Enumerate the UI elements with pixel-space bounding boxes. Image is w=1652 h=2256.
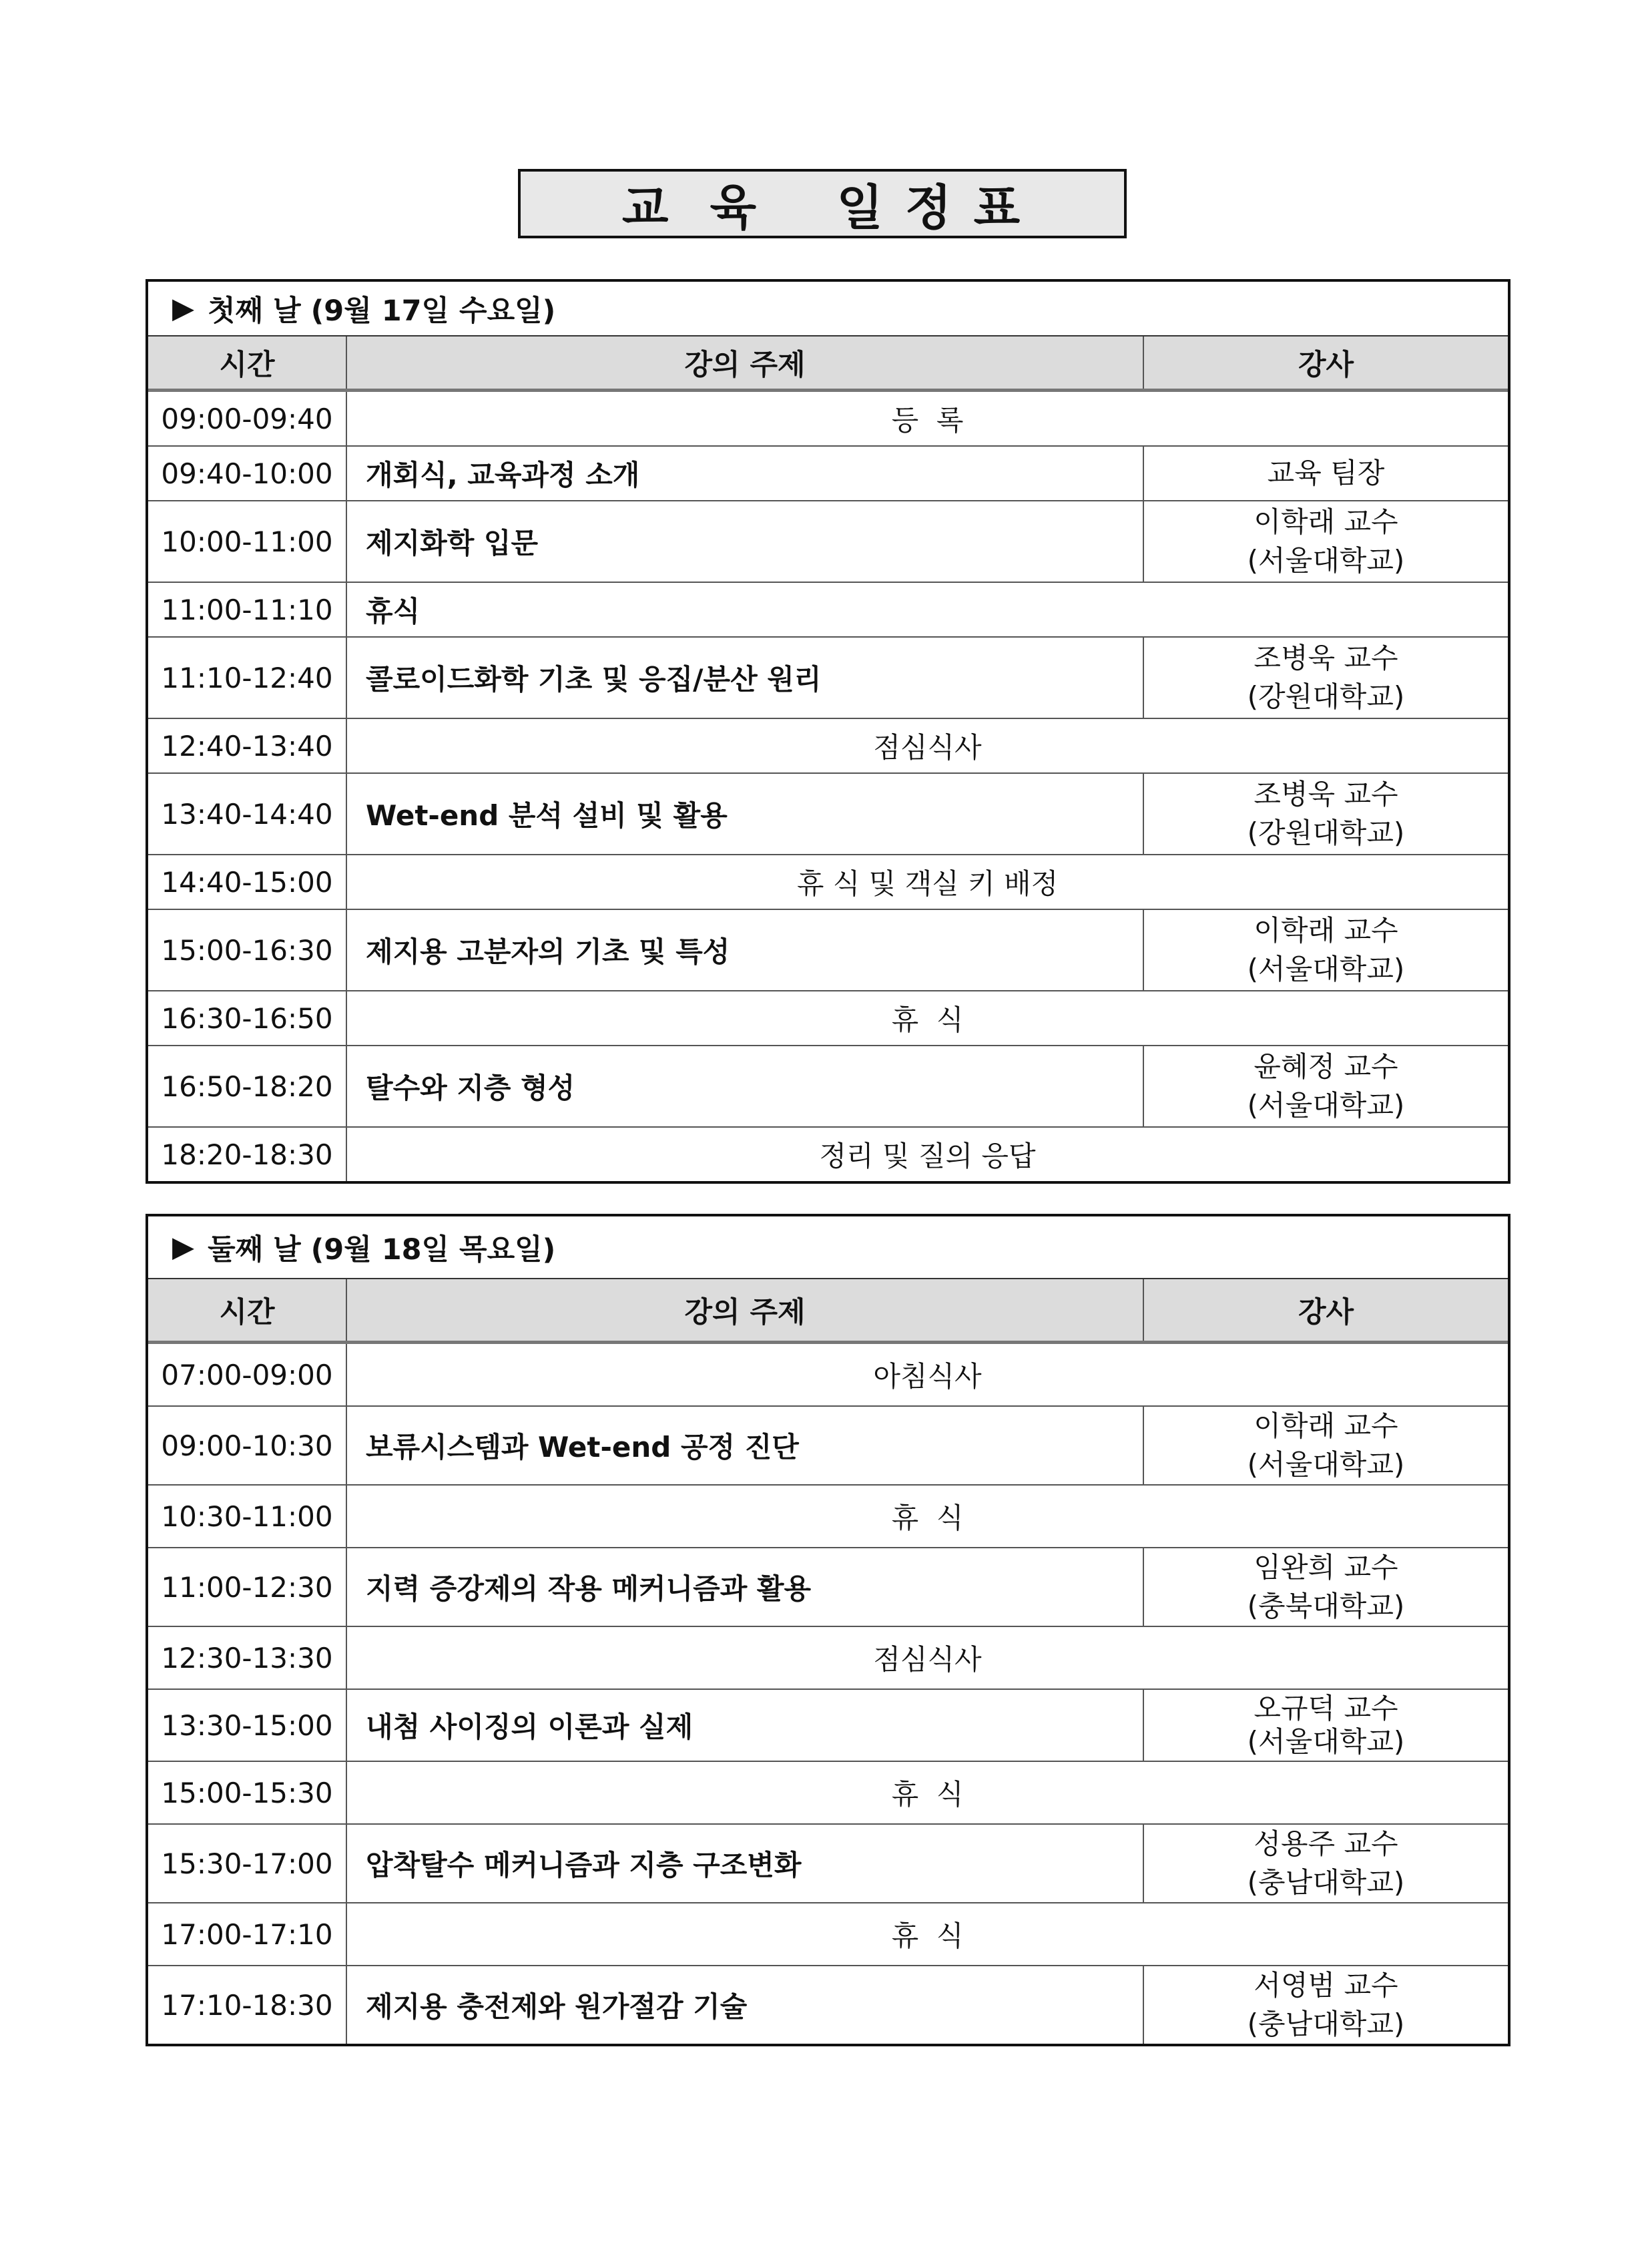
topic-cell: Wet-end 분석 설비 및 활용 [346, 773, 1143, 855]
event-cell: 휴 식 [346, 1903, 1508, 1966]
instructor-affiliation: (강원대학교) [1247, 680, 1405, 713]
instructor-name: 교육 팀장 [1267, 457, 1385, 489]
table-row [148, 1966, 1508, 2044]
instructor-name: 조병욱 교수 [1254, 642, 1398, 674]
instructor-cell [1143, 1966, 1508, 2044]
instructor-name: 임완희 교수 [1254, 1551, 1398, 1584]
instructor-affiliation: (서울대학교) [1247, 1089, 1405, 1122]
table-row [148, 446, 1508, 501]
event-cell: 휴 식 및 객실 키 배정 [346, 855, 1508, 909]
header-topic: 강의 주제 [346, 336, 1143, 391]
instructor-cell [1143, 909, 1508, 991]
table-row [148, 637, 1508, 718]
event-cell: 아침식사 [346, 1343, 1508, 1407]
time-cell: 15:00-16:30 [148, 909, 346, 991]
day1-heading-text: 첫째 날 (9월 17일 수요일) [208, 294, 556, 328]
instructor-name: 이학래 교수 [1254, 1409, 1398, 1442]
topic-cell: 압착탈수 메커니즘과 지층 구조변화 [346, 1824, 1143, 1903]
instructor-cell [1143, 773, 1508, 855]
time-cell: 07:00-09:00 [148, 1343, 346, 1407]
instructor-affiliation: (서울대학교) [1247, 544, 1405, 577]
header-time: 시간 [148, 336, 346, 391]
table-row [148, 855, 1508, 909]
instructor-name: 윤혜정 교수 [1254, 1050, 1398, 1083]
instructor-affiliation: (서울대학교) [1247, 1725, 1405, 1758]
instructor-cell [1143, 446, 1508, 501]
topic-cell: 제지용 고분자의 기초 및 특성 [346, 909, 1143, 991]
time-cell: 09:00-09:40 [148, 391, 346, 447]
table-row [148, 1485, 1508, 1548]
time-cell: 14:40-15:00 [148, 855, 346, 909]
instructor-affiliation: (충북대학교) [1247, 1590, 1405, 1622]
table-row [148, 1406, 1508, 1485]
instructor-cell [1143, 501, 1508, 582]
day2-table [148, 1279, 1508, 2044]
page-title: 교 육 일 정 표 [518, 169, 1127, 238]
instructor-cell [1143, 1689, 1508, 1761]
event-cell: 점심식사 [346, 1626, 1508, 1689]
instructor-cell [1143, 1406, 1508, 1485]
table-row [148, 1689, 1508, 1761]
header-instructor: 강사 [1143, 1279, 1508, 1343]
event-cell: 정리 및 질의 응답 [819, 1140, 1036, 1172]
instructor-name: 이학래 교수 [1254, 914, 1398, 947]
topic-cell: 콜로이드화학 기초 및 응집/분산 원리 [346, 637, 1143, 718]
instructor-affiliation: (충남대학교) [1247, 2008, 1405, 2040]
event-cell: 등 록 [346, 391, 1508, 447]
time-cell: 12:30-13:30 [148, 1626, 346, 1689]
table-row [148, 501, 1508, 582]
topic-cell: 지력 증강제의 작용 메커니즘과 활용 [346, 1548, 1143, 1626]
time-cell: 13:40-14:40 [148, 773, 346, 855]
instructor-name: 조병욱 교수 [1254, 778, 1398, 811]
instructor-affiliation: (강원대학교) [1247, 817, 1405, 849]
topic-cell: 탈수와 지층 형성 [346, 1046, 1143, 1127]
topic-cell: 보류시스템과 Wet-end 공정 진단 [346, 1406, 1143, 1485]
time-cell: 15:00-15:30 [148, 1761, 346, 1824]
table-row [148, 1824, 1508, 1903]
table-row [148, 1127, 1508, 1181]
instructor-name: 성용주 교수 [1254, 1827, 1398, 1860]
time-cell: 10:00-11:00 [148, 501, 346, 582]
time-cell: 09:40-10:00 [148, 446, 346, 501]
instructor-affiliation: (충남대학교) [1247, 1866, 1405, 1899]
header-topic: 강의 주제 [346, 1279, 1143, 1343]
day1-schedule [146, 279, 1510, 1184]
table-row [148, 1903, 1508, 1966]
time-cell: 15:30-17:00 [148, 1824, 346, 1903]
event-cell: 휴 식 [346, 1485, 1508, 1548]
instructor-affiliation: (서울대학교) [1247, 953, 1405, 985]
table-row [148, 1761, 1508, 1824]
day2-schedule [146, 1214, 1510, 2046]
topic-cell: 내첨 사이징의 이론과 실제 [346, 1689, 1143, 1761]
time-cell: 11:00-12:30 [148, 1548, 346, 1626]
table-row [148, 909, 1508, 991]
instructor-affiliation: (서울대학교) [1247, 1448, 1405, 1481]
header-instructor: 강사 [1143, 336, 1508, 391]
header-time: 시간 [148, 1279, 346, 1343]
instructor-name: 오규덕 교수 [1254, 1692, 1398, 1725]
instructor-cell [1143, 637, 1508, 718]
table-row [148, 391, 1508, 447]
topic-cell: 제지용 충전제와 원가절감 기술 [346, 1966, 1143, 2044]
event-cell: 휴 식 [346, 991, 1508, 1046]
table-row [148, 718, 1508, 773]
time-cell: 09:00-10:30 [148, 1406, 346, 1485]
time-cell: 10:30-11:00 [148, 1485, 346, 1548]
table-row [148, 1548, 1508, 1626]
table-header-row [148, 1279, 1508, 1343]
time-cell: 12:40-13:40 [148, 718, 346, 773]
event-cell: 휴 식 [346, 1761, 1508, 1824]
triangle-right-icon: ▶ [172, 1230, 195, 1264]
table-row [148, 1626, 1508, 1689]
time-cell: 11:00-11:10 [148, 582, 346, 637]
table-row [148, 773, 1508, 855]
instructor-cell [1143, 1824, 1508, 1903]
table-header-row [148, 336, 1508, 391]
instructor-cell [1143, 1548, 1508, 1626]
event-cell: 점심식사 [346, 718, 1508, 773]
instructor-name: 이학래 교수 [1254, 505, 1398, 538]
topic-cell: 제지화학 입문 [346, 501, 1143, 582]
time-cell: 17:10-18:30 [148, 1966, 346, 2044]
time-cell: 11:10-12:40 [148, 637, 346, 718]
instructor-cell [1143, 1046, 1508, 1127]
table-row [148, 1046, 1508, 1127]
time-cell: 18:20-18:30 [148, 1127, 346, 1181]
instructor-name: 서영범 교수 [1254, 1969, 1398, 2002]
day1-heading [148, 282, 1508, 336]
event-cell: 휴식 [346, 582, 1508, 637]
day2-heading [148, 1216, 1508, 1279]
table-row [148, 991, 1508, 1046]
day2-heading-text: 둘째 날 (9월 18일 목요일) [208, 1232, 556, 1267]
time-cell: 16:30-16:50 [148, 991, 346, 1046]
table-row [148, 1343, 1508, 1407]
table-row [148, 582, 1508, 637]
topic-cell: 개회식, 교육과정 소개 [346, 446, 1143, 501]
time-cell: 13:30-15:00 [148, 1689, 346, 1761]
triangle-right-icon: ▶ [172, 292, 195, 325]
time-cell: 17:00-17:10 [148, 1903, 346, 1966]
day1-table [148, 336, 1508, 1181]
time-cell: 16:50-18:20 [148, 1046, 346, 1127]
